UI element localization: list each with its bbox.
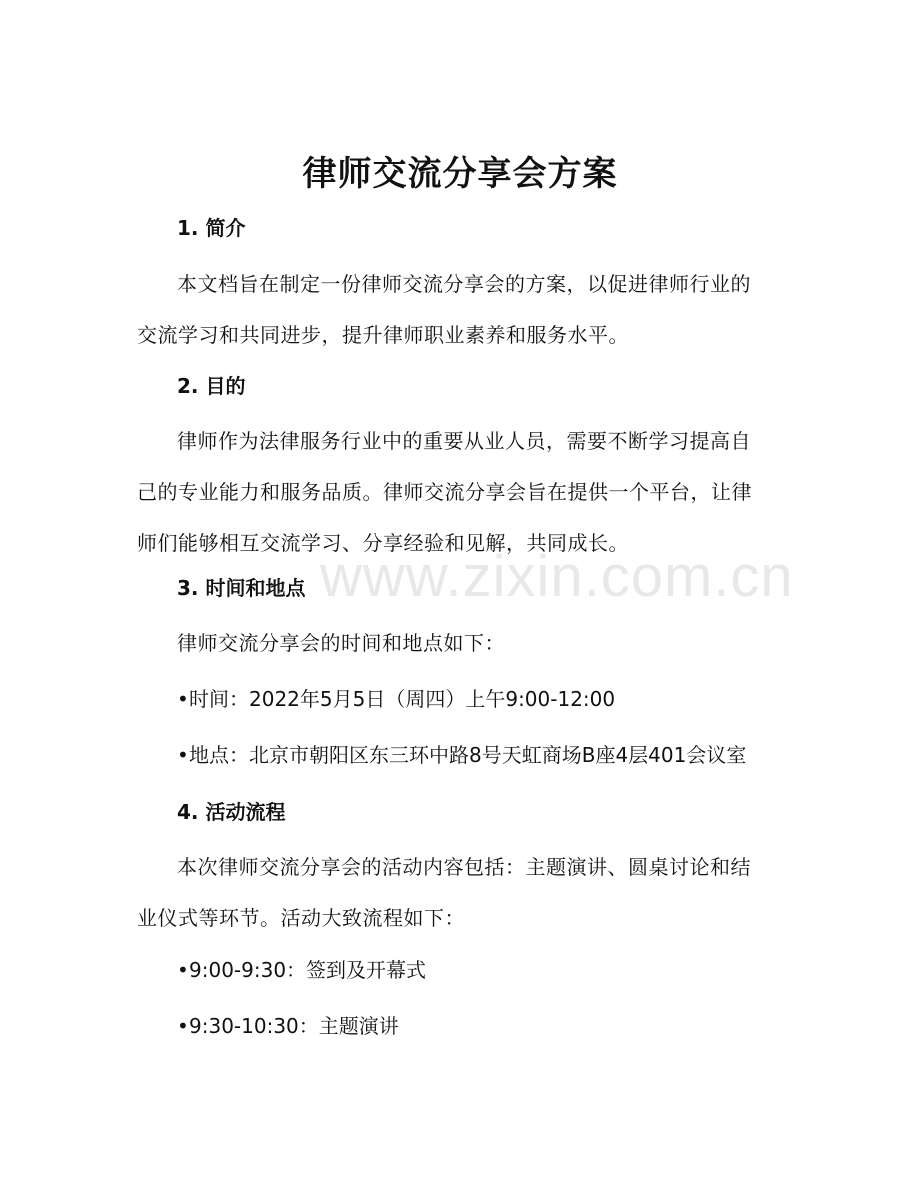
list-item-time-text: 时间：2022年5月5日（周四）上午9:00-12:00 <box>189 687 616 711</box>
section-paragraph-agenda: 本次律师交流分享会的活动内容包括：主题演讲、圆桌讨论和结业仪式等环节。活动大致流程如下： <box>137 855 751 930</box>
section-heading-intro: 1. 简介 <box>177 216 246 240</box>
bullet-marker: • <box>177 743 189 767</box>
section-heading-time-place: 3. 时间和地点 <box>177 576 306 600</box>
list-item-agenda-1-text: 9:00-9:30：签到及开幕式 <box>189 958 427 982</box>
section-paragraph-intro: 本文档旨在制定一份律师交流分享会的方案，以促进律师行业的交流学习和共同进步，提升律师职业素养和服务水平。 <box>137 272 751 347</box>
list-item-agenda-2-text: 9:30-10:30：主题演讲 <box>189 1014 399 1038</box>
list-item-agenda-2 <box>177 1011 399 1041</box>
section-heading-purpose: 2. 目的 <box>177 374 246 398</box>
bullet-marker: • <box>177 958 189 982</box>
list-item-place-text: 地点：北京市朝阳区东三环中路8号天虹商场B座4层401会议室 <box>189 743 747 767</box>
section-paragraph-purpose: 律师作为法律服务行业中的重要从业人员，需要不断学习提高自己的专业能力和服务品质。律师交流分享会旨在提供一个平台，让律师们能够相互交流学习、分享经验和见解，共同成长。 <box>137 429 752 555</box>
list-item-time <box>177 684 615 714</box>
list-item-place <box>177 740 746 770</box>
list-item-agenda-1 <box>177 955 426 985</box>
watermark: www.zixin.com.cn <box>320 544 794 609</box>
document-title: 律师交流分享会方案 <box>302 154 618 194</box>
bullet-marker: • <box>177 687 189 711</box>
section-paragraph-time-place: 律师交流分享会的时间和地点如下： <box>177 631 505 655</box>
bullet-marker: • <box>177 1014 189 1038</box>
section-heading-agenda: 4. 活动流程 <box>177 800 286 824</box>
